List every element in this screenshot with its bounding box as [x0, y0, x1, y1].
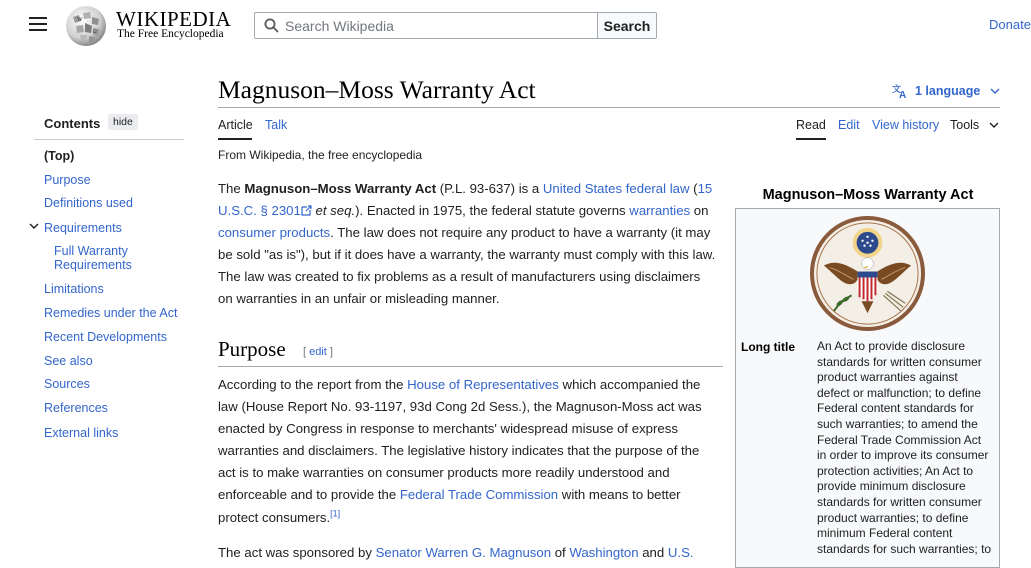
- toc-heading: Contents: [44, 116, 101, 131]
- svg-text:W: W: [77, 17, 83, 23]
- next-paragraph: [218, 542, 718, 564]
- link-us[interactable]: U.S.: [667, 545, 694, 560]
- section-heading-purpose: Purpose: [218, 337, 286, 361]
- text: on: [690, 203, 709, 219]
- external-link-icon: [301, 205, 312, 216]
- tab-view-history[interactable]: View history: [872, 118, 940, 132]
- search-input[interactable]: [285, 18, 585, 34]
- toc-item-references[interactable]: References: [44, 401, 108, 415]
- text: The act was sponsored by: [218, 545, 376, 560]
- toc-item-remedies[interactable]: Remedies under the Act: [44, 306, 178, 320]
- link-warranties[interactable]: warranties: [629, 203, 691, 219]
- tab-read[interactable]: Read: [796, 118, 826, 132]
- wikipedia-globe-logo[interactable]: [65, 5, 107, 47]
- text: with means to better protect consumers.: [218, 487, 681, 525]
- link-ftc[interactable]: Federal Trade Commission: [399, 487, 559, 503]
- toc-item-definitions[interactable]: Definitions used: [44, 196, 133, 210]
- tab-tools[interactable]: Tools: [950, 118, 980, 132]
- tab-read-indicator: [796, 138, 826, 140]
- link-washington[interactable]: Washington: [569, 545, 639, 560]
- svg-text:A: A: [899, 90, 907, 101]
- toc-item-requirements[interactable]: Requirements: [44, 221, 122, 235]
- intro-paragraph: [218, 178, 718, 311]
- language-button-label: 1 language: [915, 84, 981, 98]
- infobox-value-long-title: An Act to provide disclosure standards for written consumer product warranties against defect or malfunction; to define Federal content standards for such warranties; to amend the Federal Trade Commission Act in order to improve its consumer protection activities; An Act to provide minimum disclosure standards for written consumer product warranties; to define minimum Federal content standards for such warranties; to: [817, 339, 992, 556]
- main-menu-button[interactable]: [29, 17, 47, 31]
- page-title: Magnuson–Moss Warranty Act: [218, 75, 536, 104]
- translate-icon: [892, 83, 910, 99]
- section-edit-link[interactable]: [ edit ]: [303, 346, 333, 358]
- tab-talk[interactable]: Talk: [265, 118, 288, 132]
- link-us-federal-law[interactable]: United States federal law: [542, 181, 690, 196]
- et-seq: et seq.: [315, 203, 356, 219]
- chevron-down-icon: [989, 86, 1001, 96]
- toc-item-recent[interactable]: Recent Developments: [44, 330, 167, 344]
- link-consumer-products[interactable]: consumer products: [218, 225, 331, 241]
- toc-item-external[interactable]: External links: [44, 426, 119, 440]
- tab-article[interactable]: Article: [218, 118, 253, 132]
- section-divider: [218, 366, 723, 367]
- toc-item-sources[interactable]: Sources: [44, 377, 90, 391]
- toc-item-limitations[interactable]: Limitations: [44, 282, 104, 296]
- menu-icon-bar: [29, 23, 47, 25]
- text: According to the report from the: [218, 377, 408, 392]
- search-field[interactable]: [254, 12, 598, 39]
- toc-item-purpose[interactable]: Purpose: [44, 173, 91, 187]
- language-button[interactable]: [892, 83, 1001, 99]
- text: of: [551, 545, 570, 560]
- text: (P.L. 93-637) is a: [436, 181, 543, 196]
- chevron-down-icon[interactable]: [988, 120, 1000, 130]
- wikipedia-tagline: The Free Encyclopedia: [117, 28, 224, 40]
- menu-icon-bar: [29, 17, 47, 19]
- search-button[interactable]: Search: [597, 12, 657, 39]
- text: . The law does not require any product to have a warranty (it may be sold "as is"), but if it does have a warranty, the warranty must comply with this law. The law was created to fix problems as a result of manufacturers using disclaimers on warranties in an unfair or misleading manner.: [218, 225, 716, 307]
- tab-article-indicator: [218, 138, 252, 140]
- toc-item-top[interactable]: (Top): [44, 149, 75, 163]
- toc-item-full-warranty[interactable]: Full Warranty Requirements: [54, 244, 132, 272]
- purpose-paragraph: [218, 374, 718, 529]
- text: which accompanied the law (House Report No. 93-1197, 93d Cong 2d Sess.), the Magnuson-Moss act was enacted by Congress in response to merchants' widespread misuse of express warranties and disclaimers. The legislative history indicates that the purpose of the act is to make warranties on consumer products more readily understood and enforceable and to provide the: [218, 377, 702, 503]
- toc-item-see-also[interactable]: See also: [44, 354, 93, 368]
- text: and: [638, 545, 668, 560]
- svg-text:Ω: Ω: [93, 30, 97, 35]
- menu-icon-bar: [29, 29, 47, 31]
- title-divider: [218, 107, 1000, 108]
- toc-divider: [34, 139, 184, 140]
- infobox-title: Magnuson–Moss Warranty Act: [762, 187, 974, 203]
- toc-hide-button[interactable]: hide: [108, 114, 138, 130]
- chevron-down-icon[interactable]: [29, 221, 39, 231]
- search-icon: [264, 18, 279, 33]
- link-usc-label: 15 U.S.C. § 2301: [218, 181, 713, 219]
- link-house-of-representatives[interactable]: House of Representatives: [407, 377, 559, 392]
- wikipedia-wordmark[interactable]: WIKIPEDIA: [116, 7, 232, 31]
- reference-link[interactable]: [1]: [330, 508, 341, 519]
- article-subject: Magnuson–Moss Warranty Act: [244, 181, 437, 196]
- svg-text:文: 文: [892, 85, 902, 95]
- tab-edit[interactable]: Edit: [838, 118, 860, 132]
- great-seal-image[interactable]: [808, 214, 927, 333]
- text: ). Enacted in 1975, the federal statute governs: [355, 203, 630, 219]
- edit-link[interactable]: edit: [309, 346, 327, 358]
- donate-link[interactable]: Donate: [989, 17, 1031, 32]
- text: (: [689, 181, 698, 196]
- infobox-label-long-title: Long title: [741, 340, 795, 354]
- site-sub: From Wikipedia, the free encyclopedia: [218, 148, 423, 162]
- text: The: [218, 181, 245, 196]
- link-senator[interactable]: Senator Warren G. Magnuson: [375, 545, 552, 560]
